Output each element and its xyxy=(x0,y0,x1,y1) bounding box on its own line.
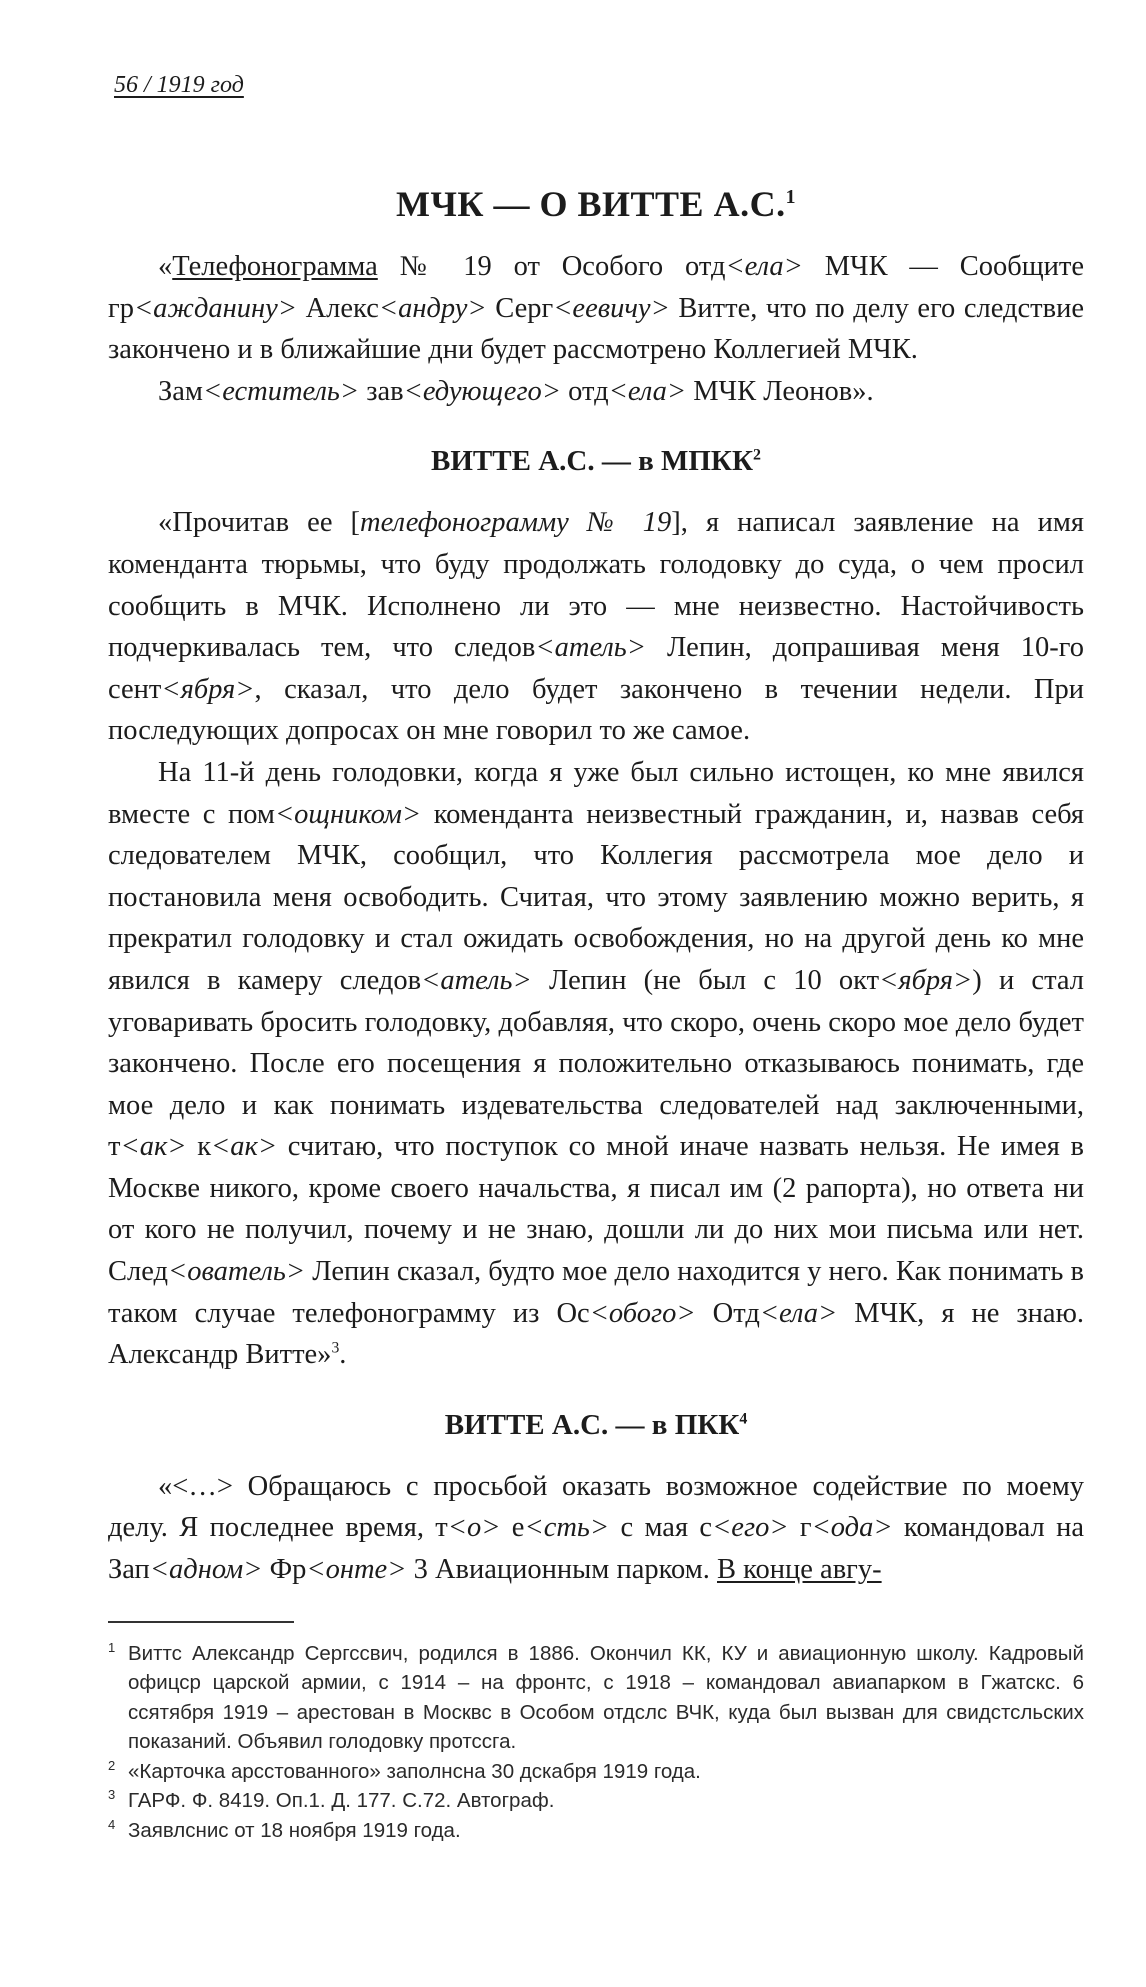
text-run: коменданта неизвестный гражданин, и, назвав себя следователем МЧК, сообщил, что Коллегия рассмотрела мое дело и постановила меня освободить. Считая, что этому заявлению можно верить, я прекратил голодовку и стал ожидать освобождения, но на другой день ко мне явился в камеру следов xyxy=(108,798,1084,996)
text-run: Лепин (не был с 10 окт xyxy=(531,964,880,996)
editorial-insert: <ода> xyxy=(811,1512,893,1544)
text-run: Серг xyxy=(486,292,554,324)
footnote-ref-4: 4 xyxy=(739,1410,748,1428)
editorial-insert: <андру> xyxy=(378,292,487,324)
text-run: 3 Авиационным парком. xyxy=(406,1554,717,1586)
text-run: Зам xyxy=(158,375,203,407)
editorial-insert: <атель> xyxy=(535,632,647,664)
editorial-insert: <еевичу> xyxy=(553,292,670,324)
text-run: . xyxy=(339,1339,347,1371)
text-run: командовал на Зап xyxy=(108,1512,1084,1586)
footnote-4 xyxy=(108,1816,1084,1846)
text-run: г xyxy=(788,1512,812,1544)
text-run: е xyxy=(500,1512,525,1544)
paragraph-s2-p1 xyxy=(108,502,1084,752)
text-run: ) и стал уговаривать бросить голодовку, добавляя, что скоро, очень скоро мое дело будет закончено. После его посещения я положительно отказываюсь понимать, где мое дело и как понимать издевательства следователей над заключенными, т xyxy=(108,964,1084,1163)
text-run: отд xyxy=(561,375,609,407)
text-run: «Прочитав ее [ xyxy=(158,507,361,539)
footnote-number: 3 xyxy=(108,1787,116,1803)
footnote-2 xyxy=(108,1757,1084,1787)
footnote-3 xyxy=(108,1786,1084,1816)
footnote-separator xyxy=(108,1621,294,1623)
editorial-insert: <ажданину> xyxy=(133,292,298,324)
text-run: МЧК Леонов». xyxy=(686,375,874,407)
editorial-insert: <ак> xyxy=(211,1131,278,1163)
section-heading-1 xyxy=(108,182,1084,226)
footnote-text: ГАРФ. Ф. 8419. Оп.1. Д. 177. С.72. Автограф. xyxy=(128,1789,555,1813)
section-heading-2-text: ВИТТЕ А.С. — в МПКК xyxy=(431,445,753,478)
editorial-insert: <о> xyxy=(447,1512,501,1544)
text-run: Лепин сказал, будто мое дело находится у него. Как понимать в таком случае телефонограмму из Ос xyxy=(108,1256,1084,1329)
footnote-1 xyxy=(108,1639,1084,1757)
footnote-text: «Карточка арсстованного» заполнсна 30 дскабря 1919 года. xyxy=(128,1759,701,1783)
editorial-insert: <ощником> xyxy=(274,798,422,830)
text-run: Лепин, допрашивая меня 10-го сент xyxy=(108,632,1084,705)
footnote-ref-1: 1 xyxy=(785,186,796,208)
editorial-insert: <сть> xyxy=(524,1512,610,1544)
paragraph-s1-p1 xyxy=(108,246,1084,371)
text-run: В конце авгу- xyxy=(717,1554,882,1586)
editorial-insert: <ела> xyxy=(608,375,687,407)
section-heading-1-text: МЧК — О ВИТТЕ А.С. xyxy=(396,184,786,224)
editorial-insert: <онте> xyxy=(306,1554,407,1586)
text-run: зав xyxy=(359,375,404,407)
editorial-insert: <ела> xyxy=(725,251,803,282)
editorial-insert: <ября> xyxy=(879,964,973,996)
editorial-insert: <едующего> xyxy=(403,375,562,407)
paragraph-s1-p2 xyxy=(108,371,1084,413)
footnote-ref: 3 xyxy=(331,1339,340,1357)
footnote-ref-2: 2 xyxy=(753,446,761,464)
editorial-insert: <еститель> xyxy=(202,375,360,407)
paragraph-s3-p1 xyxy=(108,1466,1084,1591)
footnote-text: Заявлснис от 18 ноября 1919 года. xyxy=(128,1818,461,1842)
text-run: Телефонограмма xyxy=(172,251,378,282)
editorial-insert: <его> xyxy=(712,1512,789,1544)
text-run: Фр xyxy=(262,1554,307,1586)
paragraph-s2-p2 xyxy=(108,752,1084,1376)
editorial-insert: <обого> xyxy=(589,1297,696,1329)
running-head: 56 / 1919 год xyxy=(114,72,244,98)
editorial-insert: <атель> xyxy=(421,964,532,996)
footnotes xyxy=(108,1639,1084,1846)
section-heading-2 xyxy=(108,442,1084,480)
text-run: « xyxy=(158,251,173,282)
editorial-insert: <адном> xyxy=(149,1554,263,1586)
footnote-text: Виттс Александр Сергссвич, родился в 1886. Окончил КК, КУ и авиационную школу. Кадровый офицср царской армии, с 1914 – на фронтс, с 1918 – командовал авиапарком в Гжатскс. 6 ссятября 1919 – арестован в Москвс в Особом отдслс ВЧК, куда был вызван для свидстсльских показаний. Объявил голодовку протссга. xyxy=(128,1641,1084,1754)
text-run: ], я написал заявление на имя коменданта тюрьмы, что буду продолжать голодовку до суда, о чем просил сообщить в МЧК. Исполнено ли это — мне неизвестно. Настойчивость подчеркивалась тем, что следов xyxy=(108,507,1084,664)
text-run: «<…> Обращаюсь с просьбой оказать возможное содействие по моему делу. Я последнее время, т xyxy=(108,1470,1084,1544)
footnote-number: 4 xyxy=(108,1816,116,1832)
editorial-insert: <ября> xyxy=(161,673,255,705)
editorial-insert: телефонограмму № 19 xyxy=(360,507,672,539)
footnote-number: 2 xyxy=(108,1757,116,1773)
section-heading-3 xyxy=(108,1406,1084,1444)
text-run: к xyxy=(186,1131,212,1163)
footnote-number: 1 xyxy=(108,1639,116,1655)
text-run: № 19 от Особого отд xyxy=(377,251,726,282)
editorial-insert: <ак> xyxy=(120,1131,187,1163)
text-run: Алекс xyxy=(297,292,379,324)
text-run: МЧК — Сообщите гр xyxy=(108,251,1085,324)
editorial-insert: <ователь> xyxy=(168,1256,306,1288)
document-page xyxy=(108,70,1084,1845)
text-run: На 11-й день голодовки, когда я уже был сильно истощен, ко мне явился вместе с пом xyxy=(108,756,1084,830)
editorial-insert: <ела> xyxy=(759,1297,838,1329)
text-run: МЧК, я не знаю. Александр Витте» xyxy=(108,1297,1084,1371)
text-run: считаю, что поступок со мной иначе назвать нельзя. Не имея в Москве никого, кроме своего начальства, я писал им (2 рапорта), но ответа ни от кого не получил, почему и не знаю, дошли ли до них мои письма или нет. След xyxy=(108,1131,1084,1288)
text-run: Витте, что по делу его следствие закончено и в ближайшие дни будет рассмотрено Коллегией МЧК. xyxy=(108,292,1084,366)
text-run: , сказал, что дело будет закончено в течении недели. При последующих допросах он мне говорил то же самое. xyxy=(108,673,1084,747)
section-heading-3-text: ВИТТЕ А.С. — в ПКК xyxy=(444,1408,740,1441)
text-run: Отд xyxy=(695,1297,760,1329)
text-run: с мая с xyxy=(609,1512,713,1544)
